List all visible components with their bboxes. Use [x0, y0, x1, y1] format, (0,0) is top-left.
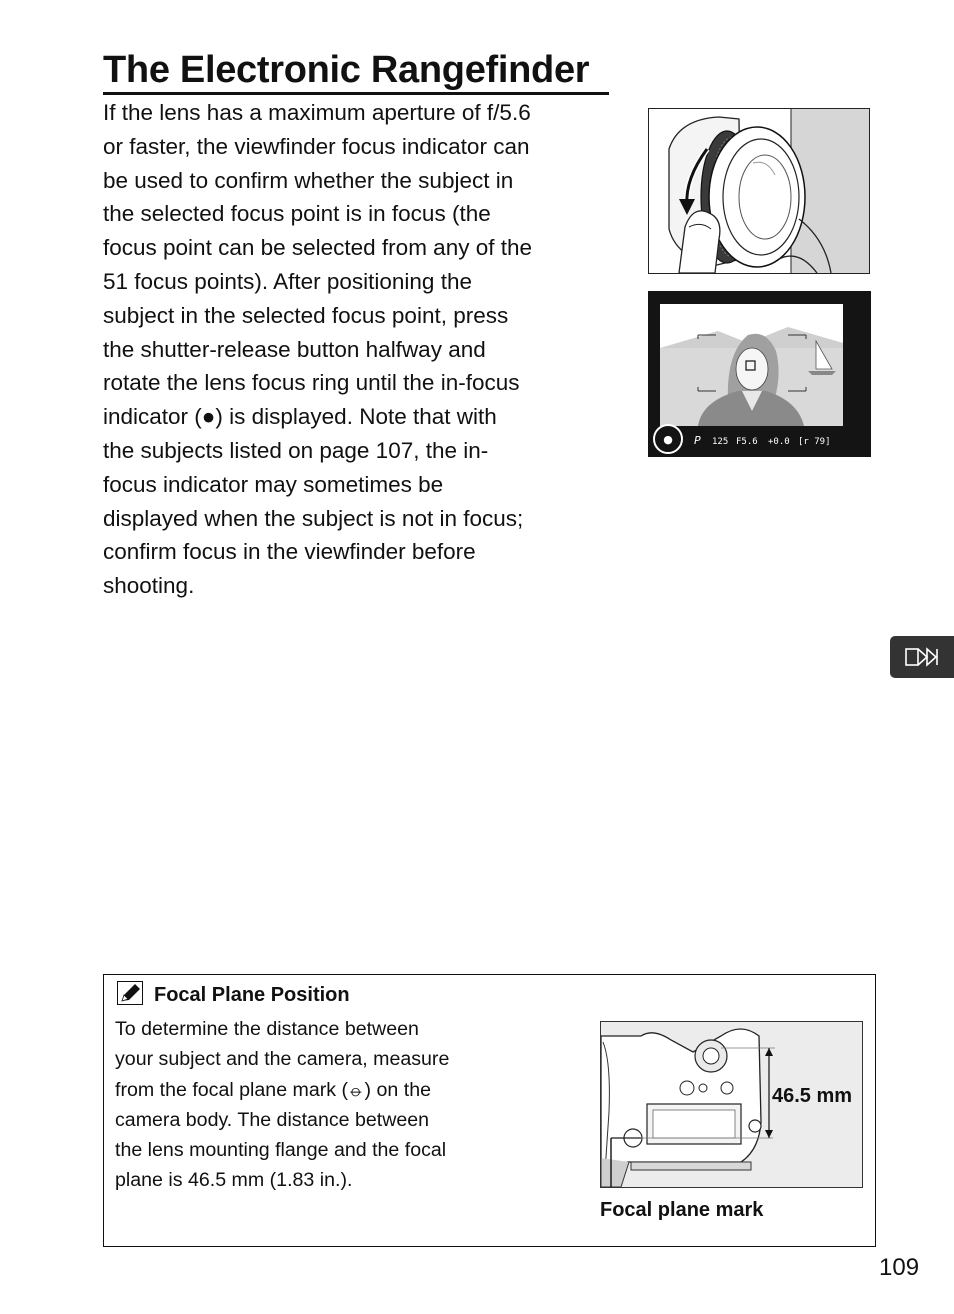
note-text [115, 1014, 575, 1196]
vf-frames: [r 79] [798, 437, 831, 447]
body-line: confirm focus in the viewfinder before [103, 539, 476, 565]
body-line: focus indicator may sometimes be [103, 471, 444, 497]
note-line: plane is 46.5 mm (1.83 in.). [115, 1169, 353, 1192]
strap-lug [749, 1120, 761, 1132]
body-line: If the lens has a maximum aperture of f/5.6 [103, 100, 531, 125]
camera-top [601, 1029, 761, 1172]
body-line: the subjects listed on page 107, the in- [103, 437, 489, 463]
in-focus-indicator-icon: ● [663, 433, 673, 446]
viewfinder-illustration [648, 291, 871, 457]
body-line: shooting. [103, 573, 195, 599]
vf-exposure: +0.0 [768, 437, 790, 447]
page-title: The Electronic Rangefinder [103, 49, 590, 91]
focal-plane-caption: Focal plane mark [600, 1199, 764, 1221]
vf-shutter: 125 [712, 437, 729, 447]
camera-button-icon [680, 1081, 694, 1095]
dimension-label: 46.5 mm [772, 1085, 853, 1107]
note-line: To determine the distance between [115, 1018, 419, 1040]
camera-button-icon [721, 1082, 733, 1094]
body-line: 51 focus points). After positioning the [103, 268, 472, 294]
dimension-arrow-icon [765, 1048, 773, 1056]
playback-chapter-icon [905, 646, 939, 668]
lens-focus-ring-illustration [648, 108, 870, 274]
note-line: from the focal plane mark (⦵) on the [115, 1078, 431, 1101]
body-line: the selected focus point is in focus (the [103, 201, 491, 227]
note-line: camera body. The distance between [115, 1108, 430, 1131]
page-number: 109 [879, 1254, 920, 1281]
dimension-arrow-icon [765, 1130, 773, 1138]
lens-mount-side [601, 1158, 629, 1187]
vf-mode: P [694, 434, 701, 447]
chapter-tab[interactable] [890, 636, 954, 678]
note-title: Focal Plane Position [154, 984, 350, 1006]
lens-drawing [649, 109, 869, 273]
viewfinder-drawing [648, 291, 871, 457]
body-line: focus point can be selected from any of the [103, 235, 533, 261]
vf-aperture: F5.6 [736, 437, 758, 447]
body-line: subject in the selected focus point, press [103, 302, 509, 328]
body-line: rotate the lens focus ring until the in-focus [103, 370, 520, 396]
note-line: the lens mounting flange and the focal [115, 1139, 447, 1162]
body-line: or faster, the viewfinder focus indicator can [103, 133, 530, 159]
note-pencil-icon [117, 981, 143, 1005]
body-line: the shutter-release button halfway and [103, 336, 486, 362]
body-line: displayed when the subject is not in focus; [103, 505, 524, 531]
face [736, 348, 768, 390]
title-underline [103, 92, 609, 95]
body-line: be used to confirm whether the subject in [103, 167, 514, 193]
body-line: indicator (●) is displayed. Note that with [103, 404, 497, 430]
note-line: your subject and the camera, measure [115, 1048, 450, 1071]
body-text [103, 96, 623, 603]
